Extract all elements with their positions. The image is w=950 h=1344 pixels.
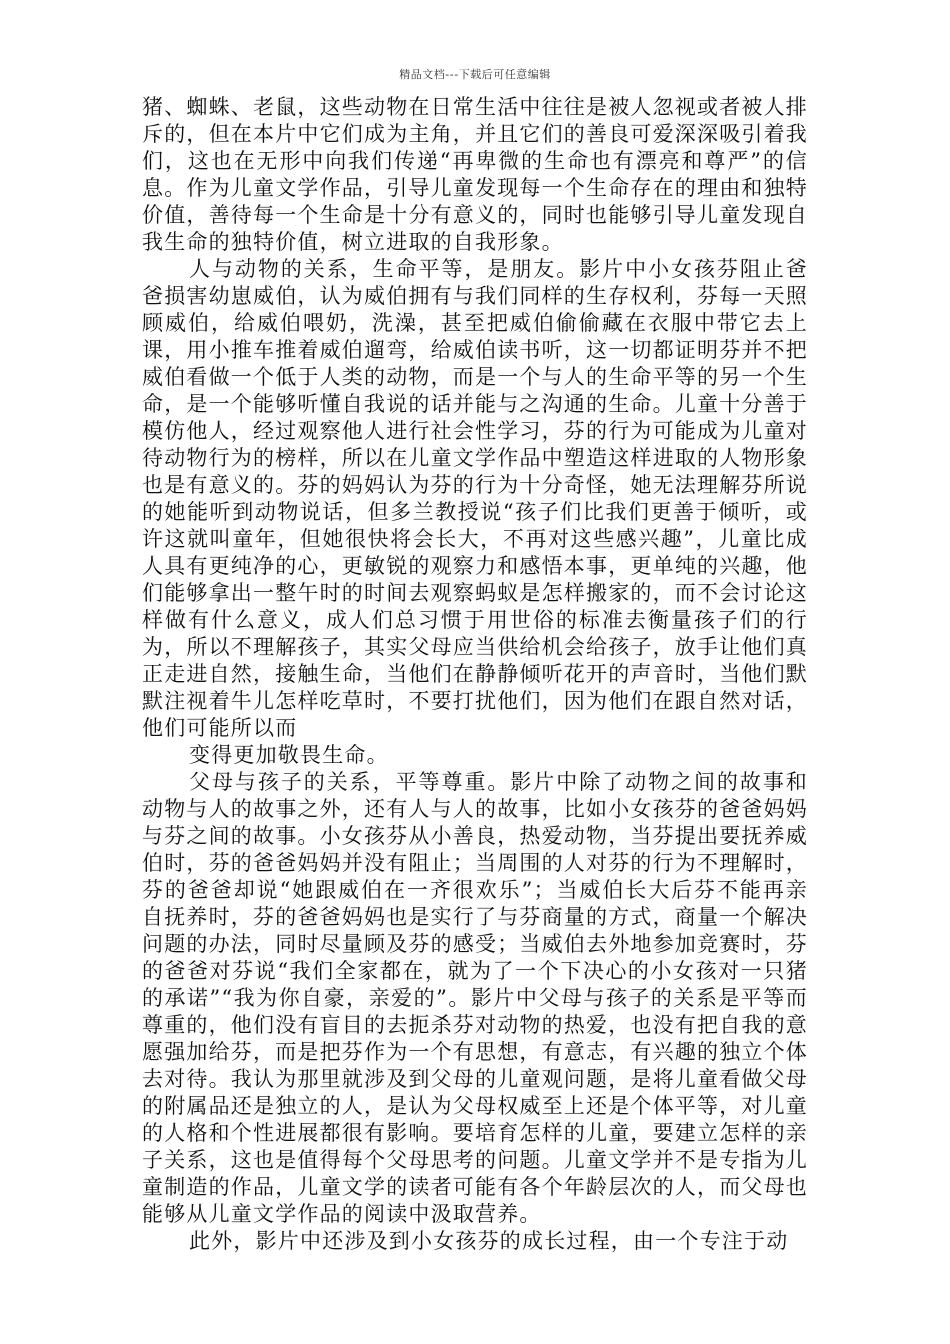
paragraph-human-animal: 人与动物的关系，生命平等，是朋友。影片中小女孩芬阻止爸爸损害幼崽威伯，认为威伯拥有与我们同样的生存权利，芬每一天照顾威伯，给威伯喂奶，洗澡，甚至把威伯偷偷藏在衣服中带它去上课，用小推车推着威伯遛弯，给威伯读书听，这一切都证明芬并不把威伯看做一个低于人类的动物，而是一个与人的生命平等的另一个生命，是一个能够听懂自我说的话并能与之沟通的生命。儿童十分善于模仿他人，经过观察他人进行社会性学习，芬的行为可能成为儿童对待动物行为的榜样，所以在儿童文学作品中塑造这样进取的人物形象也是有意义的。芬的妈妈认为芬的行为十分奇怪，她无法理解芬所说的她能听到动物说话，但多兰教授说“孩子们比我们更善于倾听，或许这就叫童年，但她很快将会长大，不再对这些感兴趣”，儿童比成人具有更纯净的心，更敏锐的观察力和感悟本事，更单纯的兴趣，他们能够拿出一整午时的时间去观察蚂蚁是怎样搬家的，而不会讨论这样做有什么意义，成人们总习惯于用世俗的标准去衡量孩子们的行为，所以不理解孩子，其实父母应当供给机会给孩子，放手让他们真正走进自然，接触生命，当他们在静静倾听花开的声音时，当他们默默注视着牛儿怎样吃草时，不要打扰他们，因为他们在跟自然对话，他们可能所以而 [142, 257, 808, 740]
paragraph-growth: 此外，影片中还涉及到小女孩芬的成长过程，由一个专注于动 [189, 1229, 789, 1253]
paragraph-parents-children: 父母与孩子的关系，平等尊重。影片中除了动物之间的故事和动物与人的故事之外，还有人与人的故事，比如小女孩芬的爸爸妈妈与芬之间的故事。小女孩芬从小善良，热爱动物，当芬提出要抚养威伯时，芬的爸爸妈妈并没有阻止；当周围的人对芬的行为不理解时，芬的爸爸却说“她跟威伯在一齐很欢乐”；当威伯长大后芬不能再亲自抚养时，芬的爸爸妈妈也是实行了与芬商量的方式，商量一个解决问题的办法，同时尽量顾及芬的感受；当威伯去外地参加竞赛时，芬的爸爸对芬说“我们全家都在，就为了一个下决心的小女孩对一只猪的承诺”“我为你自豪，亲爱的”。影片中父母与孩子的关系是平等而尊重的，他们没有盲目的去扼杀芬对动物的热爱，也没有把自我的意愿强加给芬，而是把芬作为一个有思想，有意志，有兴趣的独立个体去对待。我认为那里就涉及到父母的儿童观问题，是将儿童看做父母的附属品还是独立的人，是认为父母权威至上还是个体平等，对儿童的人格和个性进展都很有影响。要培育怎样的儿童，要建立怎样的亲子关系，这也是值得每个父母思考的问题。儿童文学并不是专指为儿童制造的作品，儿童文学的读者可能有各个年龄层次的人，而父母也能够从儿童文学作品的阅读中汲取营养。 [142, 770, 808, 1226]
paragraph-standalone-line: 变得更加敬畏生命。 [189, 743, 389, 767]
page-header: 精品文档---下载后可任意编辑 [399, 68, 551, 81]
paragraph-continuation: 猪、蜘蛛、老鼠，这些动物在日常生活中往往是被人忽视或者被人排斥的，但在本片中它们成为主角，并且它们的善良可爱深深吸引着我们，这也在无形中向我们传递“再卑微的生命也有漂亮和尊严”的信息。作为儿童文学作品，引导儿童发现每一个生命存在的理由和独特价值，善待每一个生命是十分有意义的，同时也能够引导儿童发现自我生命的独特价值，树立进取的自我形象。 [142, 95, 808, 254]
document-body [142, 94, 808, 1255]
